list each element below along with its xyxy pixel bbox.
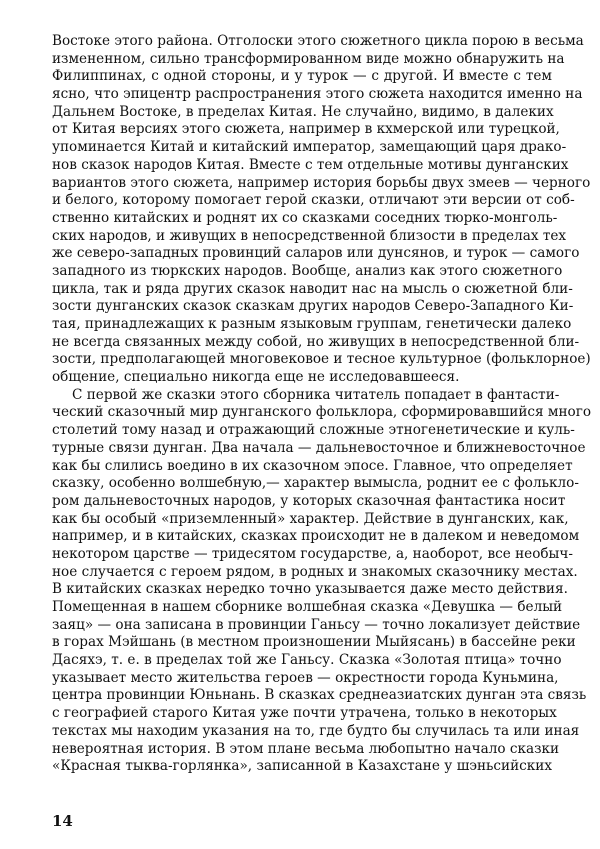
text-line: заяц» — она записана в провинции Ганьсу — точно локализует действие <box>52 616 581 633</box>
text-line: невероятная история. В этом плане весьма любопытно начало сказки <box>52 740 560 757</box>
text-line: же северо-западных провинций саларов или дунсянов, и турок — самого <box>52 245 580 262</box>
text-line: как бы слились воедино в их сказочном эпосе. Главное, что определяет <box>52 457 573 474</box>
text-line: ских народов, и живущих в непосредственной близости в пределах тех <box>52 227 567 244</box>
text-line: вариантов этого сюжета, например история борьбы двух змеев — черного <box>52 174 591 191</box>
text-line: ческий сказочный мир дунганского фольклора, сформировавшийся много <box>52 404 592 421</box>
page-number: 14 <box>52 812 73 830</box>
text-line: Дальнем Востоке, в пределах Китая. Не случайно, видимо, в далеких <box>52 103 554 120</box>
text-line: В китайских сказках нередко точно указывается даже место действия. <box>52 581 568 598</box>
text-line: сказку, особенно волшебную,— характер вымысла, роднит ее с фолькло- <box>52 475 579 492</box>
text-line: упоминается Китай и китайский император, замещающий царя драко- <box>52 139 567 156</box>
text-line: «Красная тыква-горлянка», записанной в Казахстане у шэньсийских <box>52 758 552 775</box>
text-line: цикла, так и ряда других сказок наводит нас на мысль о сюжетной бли- <box>52 280 573 297</box>
text-line: не всегда связанных между собой, но живущих в непосредственной бли- <box>52 333 580 350</box>
text-line: некотором царстве — тридесятом государстве, а, наоборот, все необыч- <box>52 545 573 562</box>
text-line: С первой же сказки этого сборника читатель попадает в фантасти- <box>72 386 560 403</box>
text-line: Дасяхэ, т. е. в пределах той же Ганьсу. Сказка «Золотая птица» точно <box>52 652 562 669</box>
text-line: турные связи дунган. Два начала — дальневосточное и ближневосточное <box>52 439 586 456</box>
paragraph <box>52 33 591 387</box>
text-line: ственно китайских и роднят их со сказками соседних тюрко-монголь- <box>52 209 558 226</box>
text-line: Помещенная в нашем сборнике волшебная сказка «Девушка — белый <box>52 599 563 615</box>
text-line: и белого, которому помогает герой сказки, отличают эти версии от соб- <box>52 192 575 209</box>
text-line: тая, принадлежащих к разным языковым группам, генетически далеко <box>52 316 572 332</box>
text-line: столетий тому назад и отражающий сложные этногенетические и куль- <box>52 422 575 439</box>
text-line: в горах Мэйшань (в местном произношении Мыйясань) в бассейне реки <box>52 634 576 651</box>
text-line: например, и в китайских, сказках происходит не в далеком и неведомом <box>52 528 580 545</box>
paragraph <box>52 386 592 776</box>
text-line: ром дальневосточных народов, у которых сказочная фантастика носит <box>52 492 566 509</box>
text-line: западного из тюркских народов. Вообще, анализ как этого сюжетного <box>52 262 563 279</box>
text-line: зости, предполагающей многовековое и тесное культурное (фольклорное) <box>52 351 591 368</box>
text-line: Филиппинах, с одной стороны, и у турок — с другой. И вместе с тем <box>52 68 552 85</box>
text-line: как бы особый «приземленный» характер. Действие в дунганских, как, <box>52 510 569 527</box>
text-line: измененном, сильно трансформированном виде можно обнаружить на <box>52 50 565 67</box>
text-line: Востоке этого района. Отголоски этого сюжетного цикла порою в весьма <box>52 33 584 49</box>
text-line: нов сказок народов Китая. Вместе с тем отдельные мотивы дунганских <box>52 156 569 173</box>
text-line: с географией старого Китая уже почти утрачена, только в некоторых <box>52 705 557 722</box>
text-line: от Китая версиях этого сюжета, например в кхмерской или турецкой, <box>52 121 560 138</box>
text-line: центра провинции Юньнань. В сказках среднеазиатских дунган эта связь <box>52 687 587 704</box>
body-text <box>52 33 592 776</box>
text-line: ясно, что эпицентр распространения этого сюжета находится именно на <box>52 86 583 103</box>
text-line: указывает место жительства героев — окрестности города Куньмина, <box>52 669 559 686</box>
text-line: зости дунганских сказок сказкам других народов Северо-Западного Ки- <box>52 298 574 315</box>
text-line: текстах мы находим указания на то, где будто бы случилась та или иная <box>52 722 580 739</box>
text-line: общение, специально никогда еще не исследовавшееся. <box>52 369 460 386</box>
text-line: ное случается с героем рядом, в родных и знакомых сказочнику местах. <box>52 563 578 580</box>
